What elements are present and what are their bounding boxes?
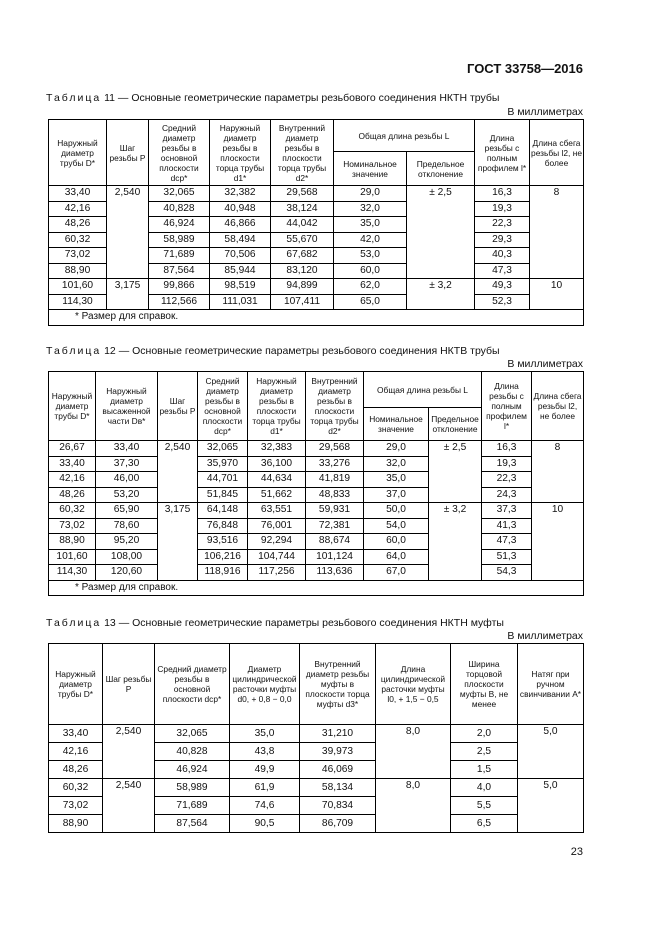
table-cell: 37,0 xyxy=(364,487,429,503)
table-cell: 29,0 xyxy=(364,441,429,457)
table-note: * Размер для справок. xyxy=(49,310,584,326)
table-cell: 50,0 xyxy=(364,503,429,519)
table-cell: 85,944 xyxy=(210,263,271,279)
table-cell: 88,90 xyxy=(49,815,103,833)
table-cell: 63,551 xyxy=(248,503,306,519)
header-cell: Номинальное значение xyxy=(364,408,429,441)
header-cell: Шаг резьбы P xyxy=(158,372,198,441)
table-cell: 107,411 xyxy=(271,294,334,310)
table-cell: 87,564 xyxy=(149,263,210,279)
table-cell: 8 xyxy=(532,441,584,503)
header-cell: Длина резьбы с полным профилем l* xyxy=(475,120,530,186)
table-cell: 4,0 xyxy=(451,779,518,797)
header-cell: Внутренний диаметр резьбы в плоскости торца трубы d2* xyxy=(306,372,364,441)
table-cell: 93,516 xyxy=(198,534,248,550)
table-cell: 2,540 xyxy=(158,441,198,503)
table-cell: 2,540 xyxy=(103,725,155,779)
table-11-caption xyxy=(46,92,499,104)
table-cell: 37,3 xyxy=(482,503,532,519)
table-cell: 40,828 xyxy=(155,743,230,761)
table-cell: 60,32 xyxy=(49,779,103,797)
table-cell: 44,701 xyxy=(198,472,248,488)
table-cell: 35,970 xyxy=(198,456,248,472)
header-cell: Средний диаметр резьбы в основной плоскости dср* xyxy=(149,120,210,186)
table-cell: 19,3 xyxy=(482,456,532,472)
table-cell: 29,3 xyxy=(475,232,530,248)
table-cell: 10 xyxy=(532,503,584,581)
header-cell: Длина сбега резьбы l2, не более xyxy=(530,120,584,186)
header-cell: Наружный диаметр резьбы в плоскости торца трубы d1* xyxy=(248,372,306,441)
table-cell: 49,9 xyxy=(230,761,300,779)
table-cell: 40,828 xyxy=(149,201,210,217)
table-cell: 16,3 xyxy=(482,441,532,457)
table-cell: 39,973 xyxy=(300,743,376,761)
table-cell: 29,568 xyxy=(306,441,364,457)
table-cell: 74,6 xyxy=(230,797,300,815)
table-cell: 48,26 xyxy=(49,761,103,779)
table-cell: 26,67 xyxy=(49,441,96,457)
table-cell: 95,20 xyxy=(96,534,158,550)
table-cell: 65,90 xyxy=(96,503,158,519)
table-cell: 19,3 xyxy=(475,201,530,217)
table-cell: 32,383 xyxy=(248,441,306,457)
table-cell: 60,0 xyxy=(364,534,429,550)
table-cell: 117,256 xyxy=(248,565,306,581)
table-cell: 40,948 xyxy=(210,201,271,217)
header-cell: Наружный диаметр трубы D* xyxy=(49,644,103,725)
table-cell: 111,031 xyxy=(210,294,271,310)
table-cell: 2,5 xyxy=(451,743,518,761)
table-cell: 71,689 xyxy=(155,797,230,815)
table-cell: 71,689 xyxy=(149,248,210,264)
table-cell: 36,100 xyxy=(248,456,306,472)
table-cell: 99,866 xyxy=(149,279,210,295)
table-cell: 29,0 xyxy=(334,186,407,202)
table-note: * Размер для справок. xyxy=(49,580,584,596)
table-13 xyxy=(48,643,584,833)
caption-text: 13 — Основные геометрические параметры резьбового соединения НКТН муфты xyxy=(104,617,504,629)
table-cell: 32,065 xyxy=(149,186,210,202)
table-cell: 48,26 xyxy=(49,217,107,233)
table-cell: ± 3,2 xyxy=(429,503,482,581)
table-cell: 73,02 xyxy=(49,797,103,815)
table-cell: 55,670 xyxy=(271,232,334,248)
table-cell: 3,175 xyxy=(158,503,198,581)
header-cell: Внутренний диаметр резьбы в плоскости торца трубы d2* xyxy=(271,120,334,186)
table-cell: 32,0 xyxy=(364,456,429,472)
table-cell: 88,674 xyxy=(306,534,364,550)
table-cell: 48,833 xyxy=(306,487,364,503)
header-cell: Номинальное значение xyxy=(334,152,407,186)
table-cell: 44,634 xyxy=(248,472,306,488)
table-12-unit: В миллиметрах xyxy=(507,358,583,370)
table-cell: 24,3 xyxy=(482,487,532,503)
table-cell: 42,16 xyxy=(49,472,96,488)
header-cell: Длина цилиндрической расточки муфты l0, + 1,5 − 0,5 xyxy=(376,644,451,725)
table-cell: 70,834 xyxy=(300,797,376,815)
document-code: ГОСТ 33758—2016 xyxy=(467,61,583,76)
table-cell: 76,001 xyxy=(248,518,306,534)
table-cell: 113,636 xyxy=(306,565,364,581)
table-cell: 54,3 xyxy=(482,565,532,581)
table-cell: 16,3 xyxy=(475,186,530,202)
table-cell: 47,3 xyxy=(482,534,532,550)
table-cell: 53,20 xyxy=(96,487,158,503)
table-cell: 33,276 xyxy=(306,456,364,472)
table-cell: 46,00 xyxy=(96,472,158,488)
table-cell: 64,148 xyxy=(198,503,248,519)
table-cell: 35,0 xyxy=(334,217,407,233)
table-cell: 65,0 xyxy=(334,294,407,310)
table-cell: 67,0 xyxy=(364,565,429,581)
header-cell: Шаг резьбы P xyxy=(107,120,149,186)
table-13-unit: В миллиметрах xyxy=(507,630,583,642)
table-cell: 54,0 xyxy=(364,518,429,534)
header-cell: Диаметр цилиндрической расточки муфты d0, + 0,8 − 0,0 xyxy=(230,644,300,725)
table-cell: 44,042 xyxy=(271,217,334,233)
table-cell: 5,0 xyxy=(518,725,584,779)
table-cell: 60,32 xyxy=(49,503,96,519)
header-cell: Средний диаметр резьбы в основной плоскости dср* xyxy=(198,372,248,441)
caption-word: Таблица xyxy=(46,92,102,104)
header-cell: Наружный диаметр резьбы в плоскости торца трубы d1* xyxy=(210,120,271,186)
table-cell: 47,3 xyxy=(475,263,530,279)
table-12-caption xyxy=(46,345,500,357)
table-cell: 73,02 xyxy=(49,518,96,534)
table-cell: 59,931 xyxy=(306,503,364,519)
table-cell: 10 xyxy=(530,279,584,310)
table-cell: 2,0 xyxy=(451,725,518,743)
table-cell: 88,90 xyxy=(49,534,96,550)
table-cell: 53,0 xyxy=(334,248,407,264)
table-cell: 101,60 xyxy=(49,549,96,565)
table-cell: 42,0 xyxy=(334,232,407,248)
header-cell: Длина сбега резьбы l2, не более xyxy=(532,372,584,441)
header-cell: Наружный диаметр высаженной части Dв* xyxy=(96,372,158,441)
table-cell: 78,60 xyxy=(96,518,158,534)
table-cell: 67,682 xyxy=(271,248,334,264)
header-cell: Средний диаметр резьбы в основной плоскости dср* xyxy=(155,644,230,725)
table-cell: 41,3 xyxy=(482,518,532,534)
table-cell: 5,5 xyxy=(451,797,518,815)
header-cell: Длина резьбы с полным профилем l* xyxy=(482,372,532,441)
table-cell: 76,848 xyxy=(198,518,248,534)
table-cell: 48,26 xyxy=(49,487,96,503)
table-cell: 64,0 xyxy=(364,549,429,565)
table-cell: 114,30 xyxy=(49,294,107,310)
table-cell: 118,916 xyxy=(198,565,248,581)
table-13-caption xyxy=(46,617,504,629)
table-cell: 22,3 xyxy=(482,472,532,488)
table-cell: 32,382 xyxy=(210,186,271,202)
table-cell: 58,134 xyxy=(300,779,376,797)
table-cell: 104,744 xyxy=(248,549,306,565)
table-cell: 90,5 xyxy=(230,815,300,833)
table-cell: 49,3 xyxy=(475,279,530,295)
table-cell: 22,3 xyxy=(475,217,530,233)
table-cell: 46,866 xyxy=(210,217,271,233)
table-cell: 51,845 xyxy=(198,487,248,503)
table-cell: 58,989 xyxy=(155,779,230,797)
header-cell: Внутренний диаметр резьбы муфты в плоскости торца муфты d3* xyxy=(300,644,376,725)
table-cell: 32,0 xyxy=(334,201,407,217)
table-cell: 73,02 xyxy=(49,248,107,264)
table-cell: 5,0 xyxy=(518,779,584,833)
table-cell: 51,3 xyxy=(482,549,532,565)
table-cell: 33,40 xyxy=(49,456,96,472)
table-cell: 32,065 xyxy=(155,725,230,743)
table-11 xyxy=(48,119,584,326)
table-cell: 98,519 xyxy=(210,279,271,295)
header-cell: Шаг резьбы P xyxy=(103,644,155,725)
table-cell: 46,924 xyxy=(155,761,230,779)
table-cell: 37,30 xyxy=(96,456,158,472)
header-cell: Предельное отклонение xyxy=(407,152,475,186)
table-cell: 60,0 xyxy=(334,263,407,279)
header-cell: Ширина торцовой плоскости муфты B, не менее xyxy=(451,644,518,725)
table-cell: 58,989 xyxy=(149,232,210,248)
header-cell: Общая длина резьбы L xyxy=(364,372,482,408)
table-cell: 43,8 xyxy=(230,743,300,761)
table-cell: ± 3,2 xyxy=(407,279,475,310)
table-cell: 8,0 xyxy=(376,779,451,833)
table-cell: 40,3 xyxy=(475,248,530,264)
table-cell: 1,5 xyxy=(451,761,518,779)
table-cell: 114,30 xyxy=(49,565,96,581)
caption-word: Таблица xyxy=(46,617,102,629)
table-cell: 60,32 xyxy=(49,232,107,248)
table-cell: 87,564 xyxy=(155,815,230,833)
table-cell: 108,00 xyxy=(96,549,158,565)
table-11-unit: В миллиметрах xyxy=(507,106,583,118)
table-cell: 42,16 xyxy=(49,201,107,217)
table-cell: 70,506 xyxy=(210,248,271,264)
table-cell: 2,540 xyxy=(103,779,155,833)
table-cell: 58,494 xyxy=(210,232,271,248)
table-cell: ± 2,5 xyxy=(429,441,482,503)
table-cell: 51,662 xyxy=(248,487,306,503)
table-cell: 29,568 xyxy=(271,186,334,202)
table-cell: 35,0 xyxy=(230,725,300,743)
table-cell: 33,40 xyxy=(49,186,107,202)
table-cell: 6,5 xyxy=(451,815,518,833)
header-cell: Предельное отклонение xyxy=(429,408,482,441)
table-cell: 72,381 xyxy=(306,518,364,534)
table-cell: 33,40 xyxy=(49,725,103,743)
table-cell: 8 xyxy=(530,186,584,279)
table-cell: 2,540 xyxy=(107,186,149,279)
header-cell: Наружный диаметр трубы D* xyxy=(49,120,107,186)
table-cell: 42,16 xyxy=(49,743,103,761)
table-cell: 3,175 xyxy=(107,279,149,310)
header-cell: Наружный диаметр трубы D* xyxy=(49,372,96,441)
table-cell: 31,210 xyxy=(300,725,376,743)
table-cell: 38,124 xyxy=(271,201,334,217)
table-cell: 41,819 xyxy=(306,472,364,488)
caption-word: Таблица xyxy=(46,345,102,357)
table-cell: 92,294 xyxy=(248,534,306,550)
table-cell: 106,216 xyxy=(198,549,248,565)
table-12 xyxy=(48,371,584,596)
table-cell: 61,9 xyxy=(230,779,300,797)
page-number: 23 xyxy=(570,846,583,858)
table-cell: 52,3 xyxy=(475,294,530,310)
table-cell: 94,899 xyxy=(271,279,334,295)
table-cell: 35,0 xyxy=(364,472,429,488)
table-cell: 8,0 xyxy=(376,725,451,779)
caption-text: 12 — Основные геометрические параметры резьбового соединения НКТВ трубы xyxy=(104,345,500,357)
table-cell: 101,124 xyxy=(306,549,364,565)
header-cell: Общая длина резьбы L xyxy=(334,120,475,152)
table-cell: 46,069 xyxy=(300,761,376,779)
table-cell: 88,90 xyxy=(49,263,107,279)
table-cell: 83,120 xyxy=(271,263,334,279)
caption-text: 11 — Основные геометрические параметры резьбового соединения НКТН трубы xyxy=(104,92,500,104)
table-cell: 101,60 xyxy=(49,279,107,295)
table-cell: 33,40 xyxy=(96,441,158,457)
table-cell: 120,60 xyxy=(96,565,158,581)
table-cell: 46,924 xyxy=(149,217,210,233)
header-cell: Натяг при ручном свинчивании A* xyxy=(518,644,584,725)
table-cell: 62,0 xyxy=(334,279,407,295)
table-cell: 86,709 xyxy=(300,815,376,833)
table-cell: 32,065 xyxy=(198,441,248,457)
table-cell: 112,566 xyxy=(149,294,210,310)
table-cell: ± 2,5 xyxy=(407,186,475,279)
